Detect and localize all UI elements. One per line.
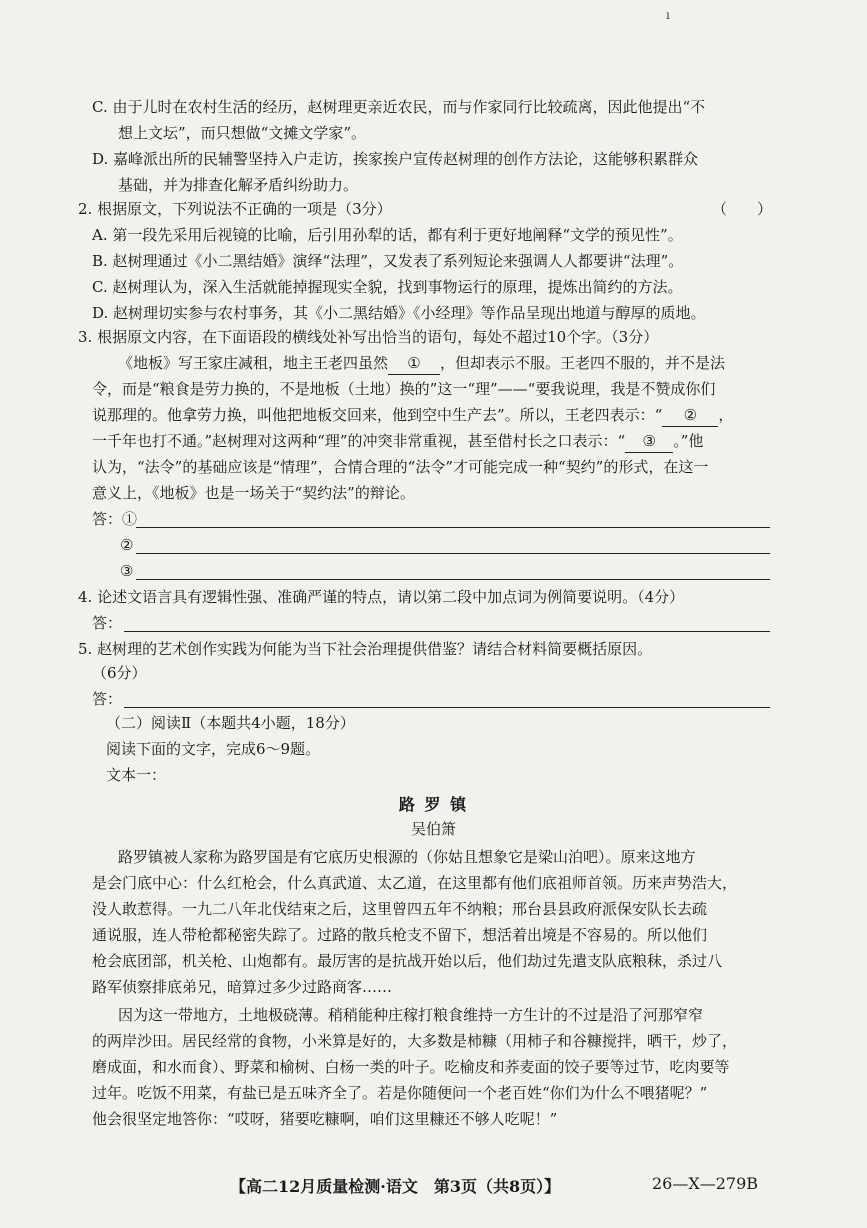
- q3-answer-line-1[interactable]: [136, 527, 770, 528]
- q3-text: ，: [718, 406, 734, 424]
- q4-answer-line[interactable]: [124, 631, 770, 632]
- q3-passage-line6: 意义上，《地板》也是一场关于“契约法”的辩论。: [92, 484, 415, 502]
- q3-blank-3: ③: [625, 430, 673, 453]
- q5-answer-label: 答：: [92, 690, 123, 708]
- q3-stem: 3. 根据原文内容，在下面语段的横线处补写出恰当的语句，每处不超过10个字。（3分）: [78, 328, 659, 346]
- article-line: 路罗镇被人家称为路罗国是有它底历史根源的（你姑且想象它是梁山泊吧）。原来这地方: [118, 848, 696, 866]
- q3-passage-line5: 认为，“法令”的基础应该是“情理”，合情合理的“法令”才可能完成一种“契约”的形式，在这一: [92, 458, 709, 476]
- q3-text: ，但却表示不服。王老四不服的，并不是法: [440, 354, 726, 372]
- q5-answer-line[interactable]: [124, 707, 770, 708]
- section2-instruction: 阅读下面的文字，完成6～9题。: [106, 740, 321, 758]
- q1-option-c-line2: 想上文坛”，而只想做“文摊文学家”。: [118, 124, 367, 142]
- q3-passage-line1: [118, 352, 725, 375]
- q2-option-a: A. 第一段先采用后视镜的比喻，后引用孙犁的话，都有利于更好地阐释“文学的预见性”。: [92, 226, 683, 244]
- q3-text: 。”他: [673, 432, 704, 450]
- q3-text: 说那理的。他拿劳力换，叫他把地板交回来，他到空中生产去”。所以，王老四表示：“: [92, 406, 663, 424]
- q3-answer-line-3[interactable]: [136, 579, 770, 580]
- article-line: 枪会底团部，机关枪、山炮都有。最厉害的是抗战开始以后，他们劫过先遣支队底粮秣，杀过八: [92, 952, 723, 970]
- q3-answer-label-2: ②: [120, 536, 134, 554]
- q2-answer-bracket: （ ）: [712, 200, 773, 218]
- q3-blank-2: ②: [662, 404, 718, 427]
- q3-answer-label-3: ③: [120, 562, 134, 580]
- q3-passage-line2: 令，而是“粮食是劳力换的，不是地板（土地）换的”这一“理”——“要我说理，我是不赞成你们: [92, 380, 716, 398]
- q2-option-c: C. 赵树理认为，深入生活就能掉握现实全貌，找到事物运行的原理，提炼出简约的方法。: [92, 278, 683, 296]
- q3-text: 一千年也打不通。”赵树理对这两种“理”的冲突非常重视，甚至借村长之口表示：“: [92, 432, 626, 450]
- article-line: 的两岸沙田。居民经常的食物，小米算是好的，大多数是柿糠（用柿子和谷糠搅拌，晒干，炒了，: [92, 1032, 738, 1050]
- top-mark: ı: [666, 8, 670, 22]
- article-line: 路军侦察排底弟兄，暗算过多少过路商客……: [92, 978, 393, 996]
- q4-answer-label: 答：: [92, 614, 123, 632]
- q3-blank-1: ①: [388, 352, 440, 375]
- q3-answer-line-2[interactable]: [136, 553, 770, 554]
- q2-option-d: D. 赵树理切实参与农村事务，其《小二黑结婚》《小经理》等作品呈现出地道与醇厚的质地。: [92, 304, 706, 322]
- q3-passage-line4: [92, 430, 703, 453]
- article-author: 吴伯箫: [410, 820, 456, 838]
- q5-stem: 5. 赵树理的艺术创作实践为何能为当下社会治理提供借鉴？请结合材料简要概括原因。: [78, 640, 653, 658]
- q3-passage-line3: [92, 404, 733, 427]
- article-line: 磨成面，和水而食）、野菜和榆树、白杨一类的叶子。吃榆皮和荞麦面的饺子要等过节，吃肉要等: [92, 1058, 730, 1076]
- q1-option-c-line1: C. 由于儿时在农村生活的经历，赵树理更亲近农民，而与作家同行比较疏离，因此他提出“不: [92, 98, 706, 116]
- footer-code: 26—X—279B: [652, 1174, 759, 1193]
- article-line: 过年。吃饭不用菜，有盐已是五味齐全了。若是你随便问一个老百姓“你们为什么不喂猪呢？”: [92, 1084, 708, 1102]
- q2-stem: 2. 根据原文，下列说法不正确的一项是（3分）: [78, 200, 392, 218]
- footer-title: 【高二12月质量检测·语文 第3页（共8页）】: [230, 1177, 561, 1196]
- q1-option-d-line2: 基础，并为排查化解矛盾纠纷助力。: [118, 176, 359, 194]
- article-line: 没人敢惹得。一九二八年北伐结束之后，这里曾四五年不纳粮；邢台县县政府派保安队长去疏: [92, 900, 708, 918]
- q4-stem: 4. 论述文语言具有逻辑性强、准确严谨的特点，请以第二段中加点词为例简要说明。（4分）: [78, 588, 685, 606]
- q5-score: （6分）: [92, 664, 147, 682]
- q3-answer-label-1: 答：①: [92, 510, 138, 528]
- q1-option-d-line1: D. 嘉峰派出所的民辅警坚持入户走访，挨家挨户宣传赵树理的创作方法论，这能够积累群众: [92, 150, 699, 168]
- q3-text: 《地板》写王家庄减租，地主王老四虽然: [118, 354, 389, 372]
- article-line: 他会很坚定地答你：“哎呀，猪要吃糠啊，咱们这里糠还不够人吃呢！”: [92, 1110, 558, 1128]
- article-line: 是会门底中心：什么红枪会，什么真武道、太乙道，在这里都有他们底祖师首领。历来声势浩大，: [92, 874, 738, 892]
- article-title: 路 罗 镇: [398, 795, 469, 814]
- article-line: 通说服，连人带枪都秘密失踪了。过路的散兵枪支不留下，想活着出境是不容易的。所以他们: [92, 926, 708, 944]
- q2-option-b: B. 赵树理通过《小二黑结婚》演绎“法理”，又发表了系列短论来强调人人都要讲“法理”。: [92, 252, 684, 270]
- section2-heading: （二）阅读Ⅱ（本题共4小题，18分）: [106, 714, 355, 732]
- article-line: 因为这一带地方，土地极硗薄。稍稍能种庄稼打粮食维持一方生计的不过是沿了河那窄窄: [118, 1006, 704, 1024]
- text-one-label: 文本一：: [106, 766, 167, 784]
